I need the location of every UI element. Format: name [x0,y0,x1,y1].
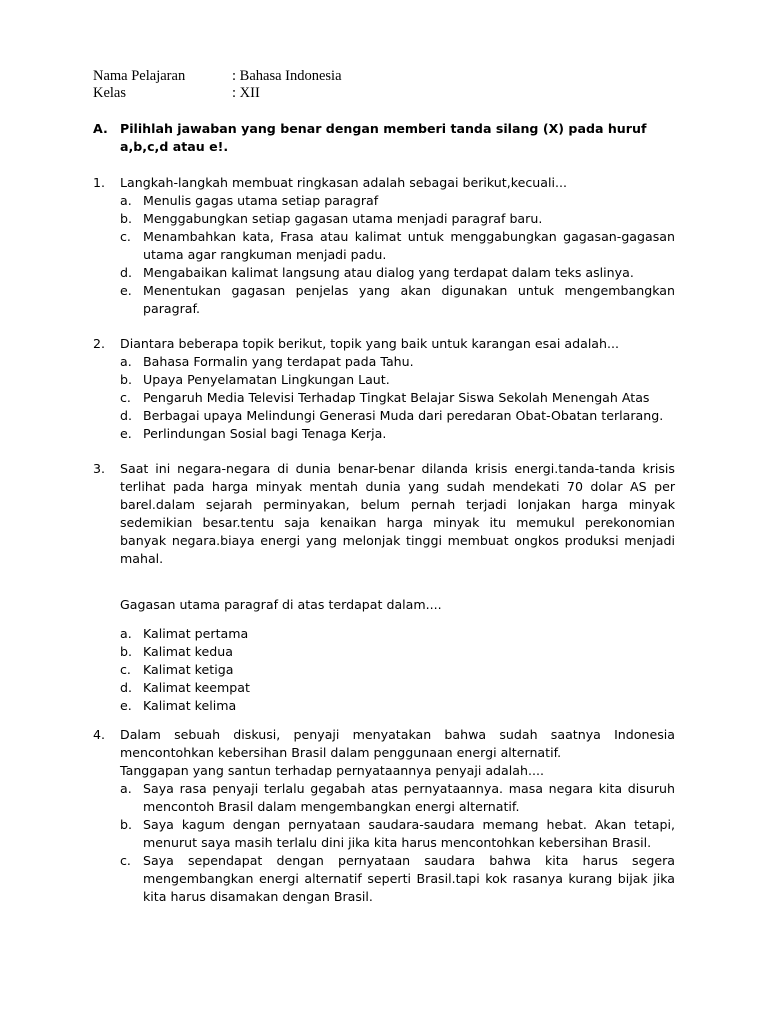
question-text: Dalam sebuah diskusi, penyaji menyatakan bahwa sudah saatnya Indonesia mencontohkan kebersihan Brasil dalam penggunaan energi alternatif. [120,727,675,760]
question-prompt: Gagasan utama paragraf di atas terdapat dalam.... [120,597,442,612]
option-letter: e. [120,426,132,441]
option-b[interactable] [120,643,675,661]
option-text: Kalimat pertama [143,626,249,641]
option-text: Kalimat kedua [143,644,233,659]
option-text: Menentukan gagasan penjelas yang akan digunakan untuk mengembangkan paragraf. [143,283,675,316]
option-b[interactable] [120,816,675,852]
option-text: Menambahkan kata, Frasa atau kalimat untuk menggabungkan gagasan-gagasan utama agar rangkuman menjadi padu. [143,229,675,262]
question-text: Langkah-langkah membuat ringkasan adalah sebagai berikut,kecuali... [120,175,567,190]
option-letter: e. [120,283,132,298]
option-a[interactable] [120,780,675,816]
option-text: Bahasa Formalin yang terdapat pada Tahu. [143,354,414,369]
question-prompt: Tanggapan yang santun terhadap pernyataannya penyaji adalah.... [120,763,544,778]
question-number: 2. [93,336,106,351]
option-letter: a. [120,626,132,641]
option-a[interactable] [120,625,675,643]
option-list [120,353,675,443]
option-d[interactable] [120,264,675,282]
option-letter: a. [120,354,132,369]
option-letter: d. [120,408,132,423]
subject-label: Nama Pelajaran [93,68,186,84]
option-letter: b. [120,372,132,387]
option-letter: c. [120,390,131,405]
option-text: Menulis gagas utama setiap paragraf [143,193,379,208]
option-letter: e. [120,698,132,713]
option-text: Kalimat kelima [143,698,237,713]
option-list [120,192,675,318]
option-e[interactable] [120,697,675,715]
option-list [120,780,675,906]
document-header [93,68,342,102]
subject-value: : Bahasa Indonesia [232,68,342,84]
option-text: Pengaruh Media Televisi Terhadap Tingkat Belajar Siswa Sekolah Menengah Atas [143,390,650,405]
option-c[interactable] [120,852,675,906]
option-c[interactable] [120,228,675,264]
question-number: 4. [93,727,106,742]
option-letter: a. [120,781,132,796]
option-text: Saya sependapat dengan pernyataan saudara bahwa kita harus segera mengembangkan energi alternatif seperti Brasil.tapi kok rasanya kurang bijak jika kita harus disamakan dengan Brasil. [143,853,675,904]
option-b[interactable] [120,210,675,228]
subject-row [93,68,342,85]
question-2 [93,335,675,443]
option-letter: b. [120,211,132,226]
option-letter: d. [120,680,132,695]
option-text: Kalimat ketiga [143,662,234,677]
option-a[interactable] [120,192,675,210]
option-letter: c. [120,662,131,677]
option-b[interactable] [120,371,675,389]
option-text: Berbagai upaya Melindungi Generasi Muda dari peredaran Obat-Obatan terlarang. [143,408,664,423]
option-e[interactable] [120,282,675,318]
option-list [120,625,675,715]
option-letter: b. [120,644,132,659]
option-text: Menggabungkan setiap gagasan utama menjadi paragraf baru. [143,211,543,226]
option-c[interactable] [120,661,675,679]
option-text: Kalimat keempat [143,680,250,695]
class-label: Kelas [93,85,127,101]
section-marker: A. [93,121,108,136]
option-d[interactable] [120,679,675,697]
option-letter: c. [120,853,131,868]
option-letter: b. [120,817,132,832]
option-text: Saya rasa penyaji terlalu gegabah atas pernyataannya. masa negara kita disuruh mencontoh Brasil dalam mengembangkan energi alternatif. [143,781,675,814]
option-a[interactable] [120,353,675,371]
option-c[interactable] [120,389,675,407]
option-text: Saya kagum dengan pernyataan saudara-saudara memang hebat. Akan tetapi, menurut saya masih terlalu dini jika kita harus mencontohkan kebersihan Brasil. [143,817,675,850]
option-letter: a. [120,193,132,208]
option-text: Upaya Penyelamatan Lingkungan Laut. [143,372,390,387]
option-letter: c. [120,229,131,244]
instruction-text: Pilihlah jawaban yang benar dengan memberi tanda silang (X) pada huruf a,b,c,d atau e!. [120,121,647,154]
question-text: Diantara beberapa topik berikut, topik yang baik untuk karangan esai adalah... [120,336,620,351]
question-passage: Saat ini negara-negara di dunia benar-benar dilanda krisis energi.tanda-tanda krisis terlihat pada harga minyak mentah dunia yang sudah mendekati 70 dolar AS per barel.dalam sejarah perminyakan, belum pernah terjadi lonjakan harga minyak sedemikian besar.tentu saja kenaikan harga minyak itu memukul perekonomian banyak negara.biaya energi yang melonjak tinggi membuat ongkos produksi menjadi mahal. [120,461,675,566]
question-4 [93,726,675,906]
option-text: Perlindungan Sosial bagi Tenaga Kerja. [143,426,387,441]
option-text: Mengabaikan kalimat langsung atau dialog yang terdapat dalam teks aslinya. [143,265,634,280]
option-e[interactable] [120,425,675,443]
question-number: 3. [93,461,106,476]
question-number: 1. [93,175,106,190]
class-row [93,85,342,102]
option-d[interactable] [120,407,675,425]
question-1 [93,174,675,318]
question-3 [93,460,675,715]
class-value: : XII [232,85,260,101]
section-instruction [93,120,675,156]
option-letter: d. [120,265,132,280]
